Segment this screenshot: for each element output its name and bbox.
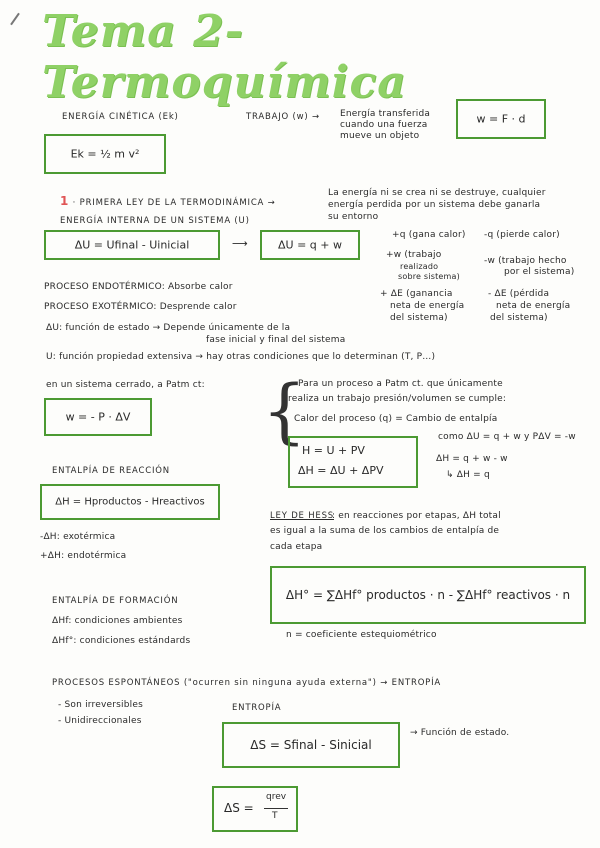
- heading-primera-ley: [60, 196, 276, 209]
- trabajo-desc-1: Energía transferida: [340, 109, 431, 119]
- dhf-estandards: ΔHf°: condiciones estándards: [52, 636, 191, 646]
- formula-ds2-lhs: ΔS =: [224, 801, 254, 815]
- heading-procesos-espontaneos: PROCESOS ESPONTÁNEOS ("ocurren sin ninguna ayuda externa") → ENTROPÍA: [52, 678, 442, 688]
- n-coeficiente: n = coeficiente estequiométrico: [286, 630, 437, 640]
- formula-dhr: ΔH = Hproductos - Hreactivos: [55, 496, 205, 508]
- formula-dh: ΔH = ΔU + ΔPV: [298, 464, 384, 477]
- fraction-bar: [264, 808, 288, 809]
- formula-du-qw: ΔU = q + w: [278, 238, 342, 252]
- u-propiedad-extensiva: U: función propiedad extensiva → hay otras condiciones que lo determinan (T, P…): [46, 352, 436, 362]
- funcion-de-estado: → Función de estado.: [410, 728, 510, 738]
- w-negative-2: por el sistema): [504, 267, 575, 277]
- dhf-ambientes: ΔHf: condiciones ambientes: [52, 616, 183, 626]
- de-positive-2: neta de energía: [390, 301, 465, 311]
- heading-entalpia-reaccion: ENTALPÍA DE REACCIÓN: [52, 466, 170, 476]
- hess-desc-2: es igual a la suma de los cambios de entalpía de: [270, 526, 500, 536]
- w-positive-3: sobre sistema): [398, 272, 460, 281]
- heading-entropia: ENTROPÍA: [232, 703, 282, 713]
- formula-box-h: [288, 436, 418, 488]
- du-funcion-estado-2: fase inicial y final del sistema: [206, 335, 346, 345]
- de-positive-3: del sistema): [390, 313, 448, 323]
- w-positive-1: +w (trabajo: [386, 250, 442, 260]
- dh-endotermica: +ΔH: endotérmica: [40, 551, 127, 561]
- proceso-desc-3: Calor del proceso (q) = Cambio de entalpía: [294, 414, 498, 424]
- de-positive-1: + ΔE (ganancia: [380, 289, 453, 299]
- trabajo-desc-3: mueve un objeto: [340, 131, 420, 141]
- formula-w: w = F · d: [476, 112, 526, 126]
- formula-w2: w = - P · ΔV: [65, 410, 131, 424]
- como-1: como ΔU = q + w y PΔV = -w: [438, 432, 576, 442]
- dh-exotermica: -ΔH: exotérmica: [40, 532, 116, 542]
- hess-desc-3: cada etapa: [270, 542, 323, 552]
- primera-ley-desc-1: La energía ni se crea ni se destruye, cualquier: [328, 188, 546, 198]
- de-negative-2: neta de energía: [496, 301, 571, 311]
- primera-ley-desc-2: energía perdida por un sistema debe ganarla: [328, 200, 541, 210]
- formula-box-du-qw: [260, 230, 360, 260]
- formula-ek: Ek = ½ m v²: [70, 147, 140, 161]
- w-positive-2: realizado: [400, 262, 439, 271]
- unidireccionales: - Unidireccionales: [58, 716, 142, 726]
- arrow-icon: ⟶: [232, 237, 248, 250]
- formula-h: H = U + PV: [302, 444, 365, 457]
- de-negative-3: del sistema): [490, 313, 548, 323]
- formula-box-ds: [222, 722, 400, 768]
- trabajo-desc-2: cuando una fuerza: [340, 120, 428, 130]
- como-2: ΔH = q + w - w: [436, 454, 508, 464]
- formula-ds2-num: qrev: [266, 792, 287, 802]
- q-positive: +q (gana calor): [392, 230, 466, 240]
- proceso-endotermico: PROCESO ENDOTÉRMICO: Absorbe calor: [44, 282, 233, 292]
- heading-energia-interna: ENERGÍA INTERNA DE UN SISTEMA (U): [60, 216, 250, 226]
- formula-box-du: [44, 230, 220, 260]
- proceso-exotermico: PROCESO EXOTÉRMICO: Desprende calor: [44, 302, 237, 312]
- formula-ds2-den: T: [272, 811, 278, 821]
- du-funcion-estado-1: ΔU: función de estado → Depende únicamente de la: [46, 323, 291, 333]
- de-negative-1: - ΔE (pérdida: [488, 289, 550, 299]
- formula-du: ΔU = Ufinal - Uinicial: [74, 238, 190, 252]
- formula-box-w: [456, 99, 546, 139]
- formula-box-hess: [270, 566, 586, 624]
- formula-box-dhr: [40, 484, 220, 520]
- heading-entalpia-formacion: ENTALPÍA DE FORMACIÓN: [52, 596, 179, 606]
- w-negative-1: -w (trabajo hecho: [484, 256, 567, 266]
- formula-box-ek: [44, 134, 166, 174]
- q-negative: -q (pierde calor): [484, 230, 560, 240]
- primera-ley-label: · PRIMERA LEY DE LA TERMODINÁMICA →: [72, 198, 276, 208]
- hess-desc-1: : en reacciones por etapas, ΔH total: [332, 511, 501, 521]
- primera-ley-desc-3: su entorno: [328, 212, 379, 222]
- son-irreversibles: - Son irreversibles: [58, 700, 143, 710]
- heading-ley-hess: LEY DE HESS: [270, 511, 334, 521]
- page-title: Tema 2- Termoquímica: [42, 6, 407, 108]
- proceso-desc-1: Para un proceso a Patm ct. que únicamente: [298, 379, 503, 389]
- brace-icon: {: [262, 370, 307, 452]
- proceso-desc-2: realiza un trabajo presión/volumen se cumple:: [288, 394, 507, 404]
- formula-box-ds2: [212, 786, 298, 832]
- formula-ds: ΔS = Sfinal - Sinicial: [250, 738, 372, 752]
- section-number: 1: [60, 194, 70, 208]
- formula-hess: ΔH° = ∑ΔHf° productos · n - ∑ΔHf° reactivos · n: [285, 588, 571, 602]
- como-3: ↳ ΔH = q: [446, 470, 490, 480]
- heading-trabajo: TRABAJO (w) →: [246, 112, 320, 122]
- heading-energia-cinetica: ENERGÍA CINÉTICA (Ek): [62, 112, 179, 122]
- pen-mark: [10, 13, 20, 26]
- formula-box-w2: [44, 398, 152, 436]
- sistema-cerrado-label: en un sistema cerrado, a Patm ct:: [46, 380, 205, 390]
